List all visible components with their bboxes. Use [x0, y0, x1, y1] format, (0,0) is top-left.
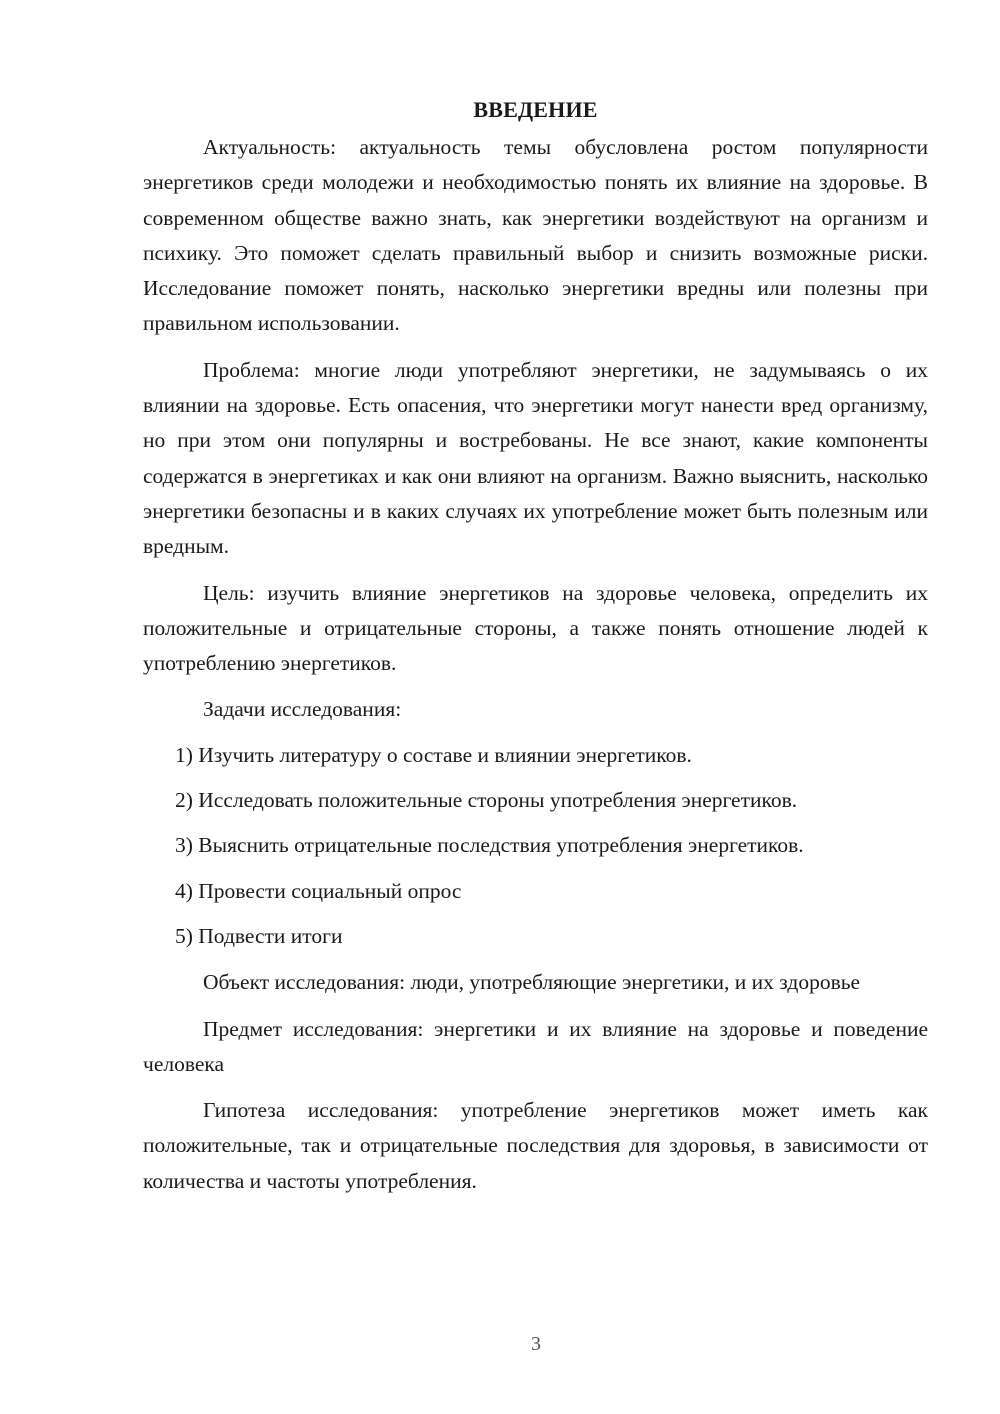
- list-item: 4) Провести социальный опрос: [175, 878, 462, 903]
- goal-paragraph: Цель: изучить влияние энергетиков на здоровье человека, определить их положительные и отрицательные стороны, а также понять отношение людей к употреблению энергетиков.: [143, 580, 928, 676]
- list-item: 5) Подвести итоги: [175, 923, 343, 948]
- page-number: 3: [531, 1333, 541, 1355]
- object-paragraph: Объект исследования: люди, употребляющие энергетики, и их здоровье: [203, 970, 861, 995]
- relevance-paragraph: Актуальность: актуальность темы обусловлена ростом популярности энергетиков среди молодежи и необходимостью понять их влияние на здоровье. В современном обществе важно знать, как энергетики воздействуют на организм и психику. Это поможет сделать правильный выбор и снизить возможные риски. Исследование поможет понять, насколько энергетики вредны или полезны при правильном использовании.: [143, 135, 928, 336]
- list-item: 2) Исследовать положительные стороны употребления энергетиков.: [175, 788, 798, 813]
- section-heading: ВВЕДЕНИЕ: [473, 97, 598, 122]
- list-item: 3) Выяснить отрицательные последствия употребления энергетиков.: [175, 833, 804, 858]
- subject-paragraph: Предмет исследования: энергетики и их влияние на здоровье и поведение человека: [143, 1016, 928, 1076]
- tasks-title: Задачи исследования:: [203, 697, 402, 722]
- hypothesis-paragraph: Гипотеза исследования: употребление энергетиков может иметь как положительные, так и отрицательные последствия для здоровья, в зависимости от количества и частоты употребления.: [143, 1098, 928, 1193]
- document-page: [143, 88, 928, 1210]
- problem-paragraph: Проблема: многие люди употребляют энергетики, не задумываясь о их влиянии на здоровье. Есть опасения, что энергетики могут нанести вред организму, но при этом они популярны и востребованы. Не все знают, какие компоненты содержатся в энергетиках и как они влияют на организм. Важно выяснить, насколько энергетики безопасны и в каких случаях их употребление может быть полезным или вредным.: [143, 357, 928, 559]
- list-item: 1) Изучить литературу о составе и влиянии энергетиков.: [175, 742, 692, 767]
- tasks-list: [143, 738, 928, 954]
